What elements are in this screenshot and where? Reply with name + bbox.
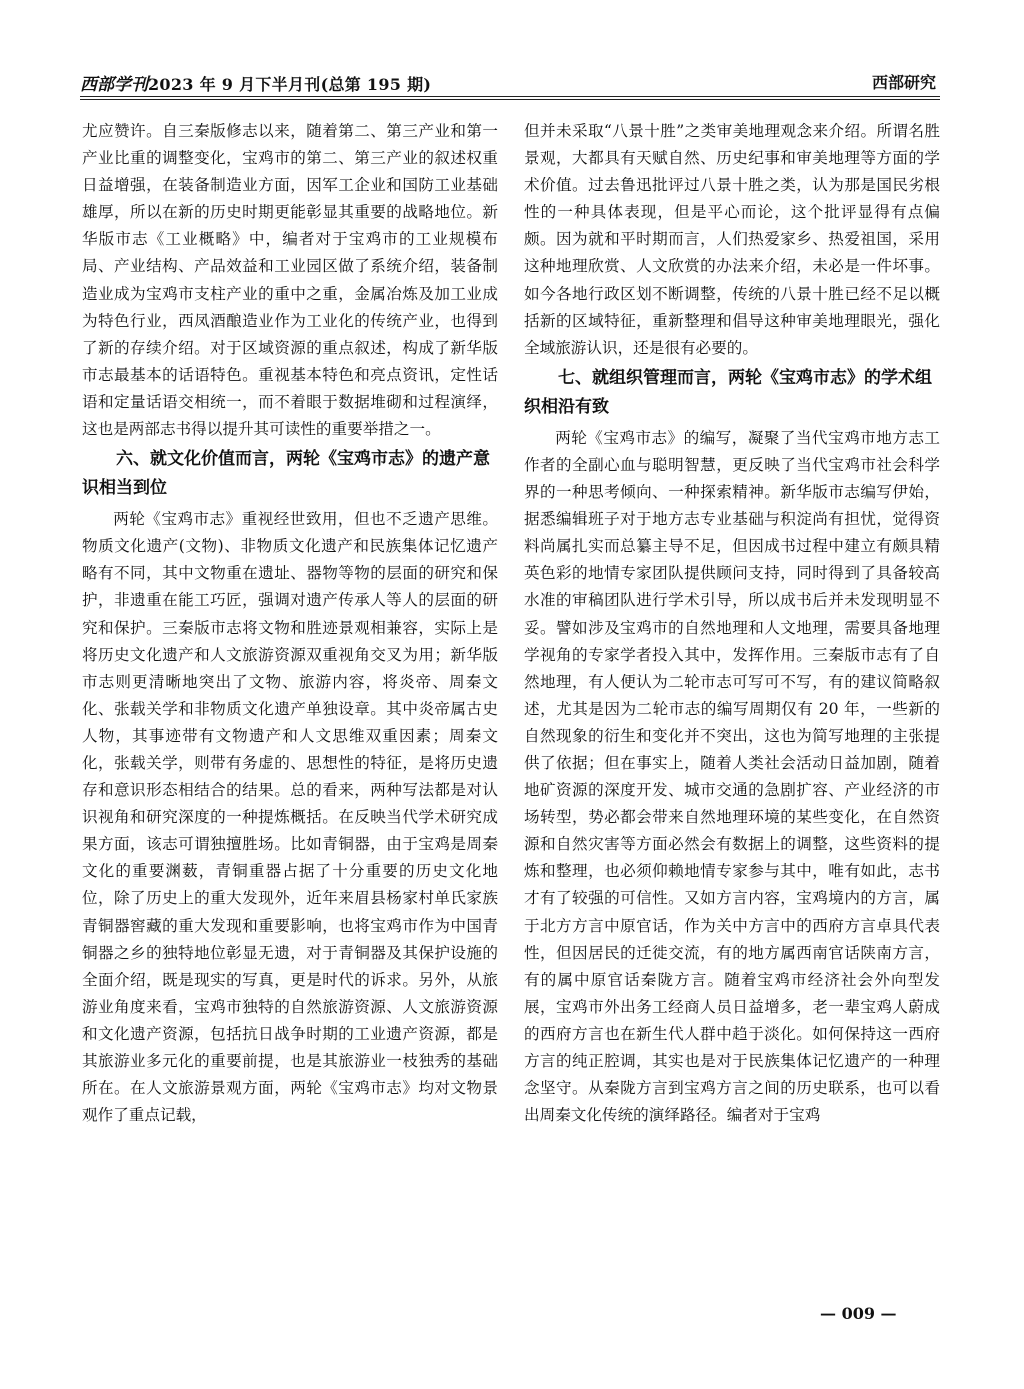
header-rule-thin (80, 99, 940, 100)
right-column (524, 118, 940, 1129)
running-header (80, 66, 940, 100)
body-paragraph: 但并未采取“八景十胜”之类审美地理观念来介绍。所谓名胜景观，大都具有天赋自然、历史纪事和审美地理等方面的学术价值。过去鲁迅批评过八景十胜之类，认为那是国民劣根性的一种具体表现，但是平心而论，这个批评显得有点偏颇。因为就和平时期而言，人们热爱家乡、热爱祖国，采用这种地理欣赏、人文欣赏的办法来介绍，未必是一件坏事。如今各地行政区划不断调整，传统的八景十胜已经不足以概括新的区域特征，重新整理和倡导这种审美地理眼光，强化全域旅游认识，还是很有必要的。 (524, 122, 940, 357)
body-paragraph: 两轮《宝鸡市志》的编写，凝聚了当代宝鸡市地方志工作者的全副心血与聪明智慧，更反映了当代宝鸡市社会科学界的一种思考倾向、一种探索精神。新华版市志编写伊始，据悉编辑班子对于地方志专业基础与积淀尚有担忧，觉得资料尚属扎实而总纂主导不足，但因成书过程中建立有颇具精英色彩的地情专家团队提供顾问支持，同时得到了具备较高水准的审稿团队进行学术引导，所以成书后并未发现明显不妥。譬如涉及宝鸡市的自然地理和人文地理，需要具备地理学视角的专家学者投入其中，发挥作用。三秦版市志有了自然地理，有人便认为二轮市志可写可不写，有的建议简略叙述，尤其是因为二轮市志的编写周期仅有 20 年，一些新的自然现象的衍生和变化并不突出，这也为简写地理的主张提供了依据；但在事实上，随着人类社会活动日益加剧，随着地矿资源的深度开发、城市交通的急剧扩容、产业经济的市场转型，势必都会带来自然地理环境的某些变化，在自然资源和自然灾害等方面必然会有数据上的调整，这些资料的提炼和整理，也必须仰赖地情专家参与其中，唯有如此，志书才有了较强的可信性。又如方言内容，宝鸡境内的方言，属于北方方言中原官话，作为关中方言中的西府方言卓具代表性，但因居民的迁徙交流，有的地方属西南官话陕南方言，有的属中原官话秦陇方言。随着宝鸡市经济社会外向型发展，宝鸡市外出务工经商人员日益增多，老一辈宝鸡人蔚成的西府方言也在新生代人群中趋于淡化。如何保持这一西府方言的纯正腔调，其实也是对于民族集体记忆遗产的一种理念坚守。从秦陇方言到宝鸡方言之间的历史联系，也可以看出周秦文化传统的演绎路径。编者对于宝鸡 (524, 428, 940, 1125)
issue-info: 2023 年 9 月下半月刊(总第 195 期) (148, 75, 432, 94)
body-paragraph: 尤应赞许。自三秦版修志以来，随着第二、第三产业和第一产业比重的调整变化，宝鸡市的第二、第三产业的叙述权重日益增强，在装备制造业方面，因军工企业和国防工业基础雄厚，所以在新的历史时期更能彰显其重要的战略地位。新华版市志《工业概略》中，编者对于宝鸡市的工业规模布局、产业结构、产品效益和工业园区做了系统介绍，装备制造业成为宝鸡市支柱产业的重中之重，金属冶炼及加工业成为特色行业，西凤酒酿造业作为工业化的传统产业，也得到了新的存续介绍。对于区域资源的重点叙述，构成了新华版市志最基本的话语特色。重视基本特色和亮点资讯，定性话语和定量话语交相统一，而不着眼于数据堆砌和过程演绎，这也是两部志书得以提升其可读性的重要举措之一。 (82, 122, 498, 439)
journal-issue-line (80, 70, 431, 95)
page-number: — 009 — (820, 1304, 897, 1323)
section-heading-six: 六、就文化价值而言，两轮《宝鸡市志》的遗产意识相当到位 (82, 449, 490, 499)
section-title: 西部研究 (871, 73, 936, 92)
journal-logo: 西部学刊 (80, 75, 148, 95)
header-rule (80, 96, 940, 97)
body-paragraph: 两轮《宝鸡市志》重视经世致用，但也不乏遗产思维。物质文化遗产(文物)、非物质文化遗产和民族集体记忆遗产略有不同，其中文物重在遗址、器物等物的层面的研究和保护，非遗重在能工巧匠，强调对遗产传承人等人的层面的研究和保护。三秦版市志将文物和胜迹景观相兼容，实际上是将历史文化遗产和人文旅游资源双重视角交叉为用；新华版市志则更清晰地突出了文物、旅游内容，将炎帝、周秦文化、张载关学和非物质文化遗产单独设章。其中炎帝属古史人物，其事迹带有文物遗产和人文思维双重因素；周秦文化，张载关学，则带有务虚的、思想性的特征，是将历史遗存和意识形态相结合的结果。总的看来，两种写法都是对认识视角和研究深度的一种提炼概括。在反映当代学术研究成果方面，该志可谓独擅胜场。比如青铜器，由于宝鸡是周秦文化的重要渊薮，青铜重器占据了十分重要的历史文化地位，除了历史上的重大发现外，近年来眉县杨家村单氏家族青铜器窖藏的重大发现和重要影响，也将宝鸡市作为中国青铜器之乡的独特地位彰显无遗，对于青铜器及其保护设施的全面介绍，既是现实的写真，更是时代的诉求。另外，从旅游业角度来看，宝鸡市独特的自然旅游资源、人文旅游资源和文化遗产资源，包括抗日战争时期的工业遗产资源，都是其旅游业多元化的重要前提，也是其旅游业一枝独秀的基础所在。在人文旅游景观方面，两轮《宝鸡市志》均对文物景观作了重点记载， (82, 510, 498, 1125)
left-column (82, 118, 498, 1129)
section-heading-seven: 七、就组织管理而言，两轮《宝鸡市志》的学术组织相沿有致 (524, 367, 932, 417)
